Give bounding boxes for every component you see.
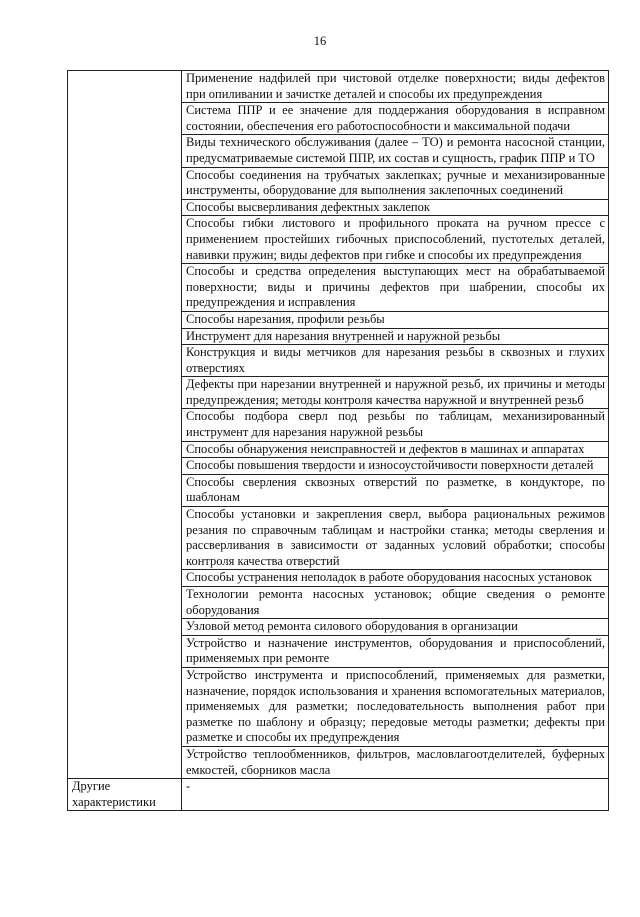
- knowledge-item: Способы устранения неполадок в работе оборудования насосных установок: [182, 570, 609, 587]
- page-number: 16: [313, 34, 327, 48]
- knowledge-item: Инструмент для нарезания внутренней и наружной резьбы: [182, 328, 609, 345]
- knowledge-item: Устройство инструмента и приспособлений, применяемых для разметки, назначение, порядок использования и хранения вспомогательных материалов, применяемых для разметки; последовательность выполнения работ при разметке по шаблону и образцу; передовые методы разметки; дефекты при разметке и способы их предупреждения: [182, 667, 609, 746]
- knowledge-item: Способы гибки листового и профильного проката на ручном прессе с применением простейших гибочных приспособлений, пустотелых деталей, навивки пружин; виды дефектов при гибке и способы их предупреждения: [182, 216, 609, 264]
- knowledge-item: Технологии ремонта насосных установок; общие сведения о ремонте оборудования: [182, 587, 609, 619]
- knowledge-table: [67, 70, 609, 811]
- knowledge-table-body: [68, 71, 609, 811]
- knowledge-item: Способы соединения на трубчатых заклепках; ручные и механизированные инструменты, оборудование для выполнения заклепочных соединений: [182, 167, 609, 199]
- knowledge-item: Способы сверления сквозных отверстий по разметке, в кондукторе, по шаблонам: [182, 474, 609, 506]
- knowledge-item: Система ППР и ее значение для поддержания оборудования в исправном состоянии, обеспечения его работоспособности и максимальной подачи: [182, 103, 609, 135]
- knowledge-item: Конструкция и виды метчиков для нарезания резьбы в сквозных и глухих отверстиях: [182, 345, 609, 377]
- knowledge-item: Устройство и назначение инструментов, оборудования и приспособлений, применяемых при ремонте: [182, 635, 609, 667]
- knowledge-item: Способы нарезания, профили резьбы: [182, 311, 609, 328]
- knowledge-item: Способы установки и закрепления сверл, выбора рациональных режимов резания по справочным таблицам и настройки станка; методы сверления и рассверливания в зависимости от заданных условий обработки; способы контроля качества отверстий: [182, 507, 609, 570]
- knowledge-item: Способы высверливания дефектных заклепок: [182, 199, 609, 216]
- knowledge-item: Способы подбора сверл под резьбы по таблицам, механизированный инструмент для нарезания наружной резьбы: [182, 409, 609, 441]
- table-row-other: [68, 779, 609, 811]
- knowledge-item: Способы обнаружения неисправностей и дефектов в машинах и аппаратах: [182, 441, 609, 458]
- other-characteristics-value: -: [182, 779, 609, 811]
- knowledge-item: Узловой метод ремонта силового оборудования в организации: [182, 619, 609, 636]
- knowledge-item: Виды технического обслуживания (далее – ТО) и ремонта насосной станции, предусматриваемые системой ППР, их состав и сущность, график ППР и ТО: [182, 135, 609, 167]
- knowledge-item: Дефекты при нарезании внутренней и наружной резьб, их причины и методы предупреждения; методы контроля качества наружной и внутренней резьб: [182, 377, 609, 409]
- other-characteristics-label: Другие характеристики: [68, 779, 182, 811]
- knowledge-item: Способы повышения твердости и износоустойчивости поверхности деталей: [182, 458, 609, 475]
- knowledge-item: Устройство теплообменников, фильтров, масловлагоотделителей, буферных емкостей, сборников масла: [182, 746, 609, 778]
- table-row: [68, 71, 609, 103]
- knowledge-item: Применение надфилей при чистовой отделке поверхности; виды дефектов при опиливании и зачистке деталей и способы их предупреждения: [182, 71, 609, 103]
- row-label-cell: [68, 71, 182, 779]
- knowledge-item: Способы и средства определения выступающих мест на обрабатываемой поверхности; виды и причины дефектов при шабрении, способы их предупреждения и исправления: [182, 264, 609, 312]
